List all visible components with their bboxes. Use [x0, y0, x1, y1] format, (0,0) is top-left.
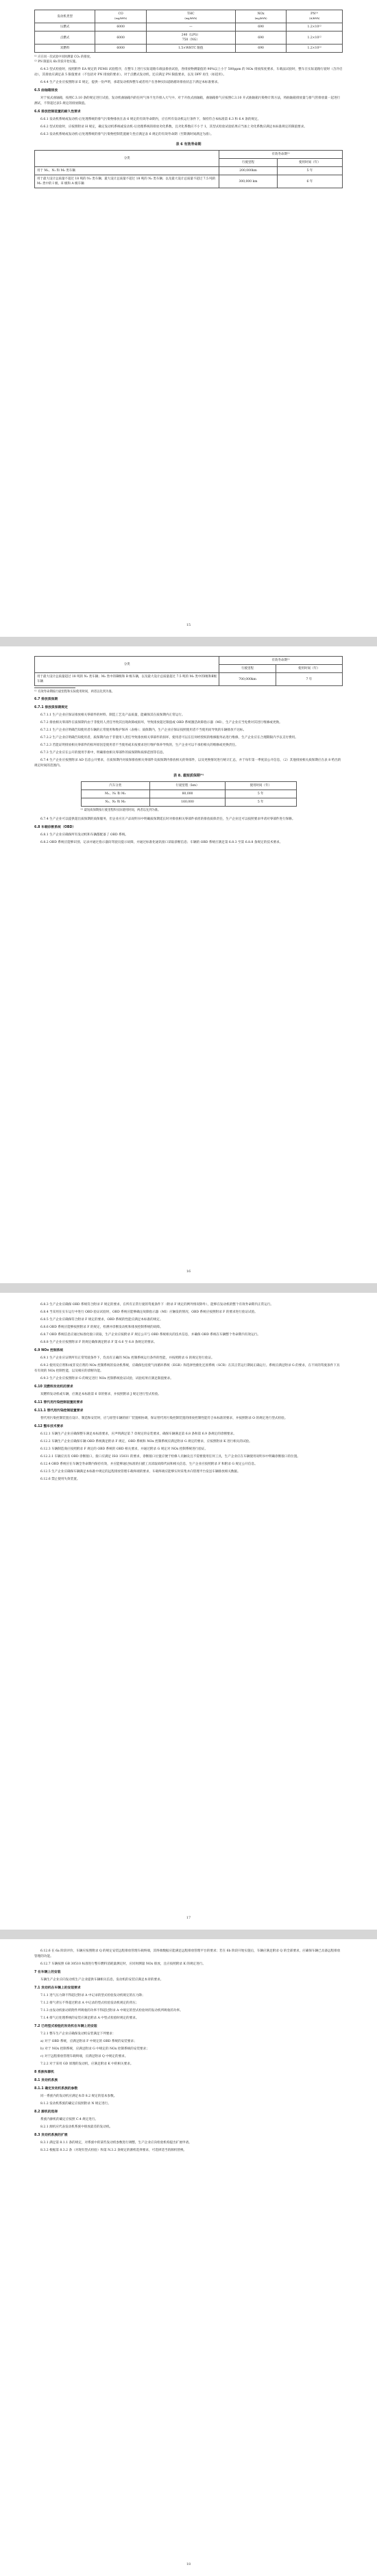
- section-heading: 7 在车辆上的安装: [34, 1971, 61, 1974]
- paragraph: 6.12.7 车辆按照 GB 30510 标准进行整车燃料消耗量测定时，应同时测量 NOx 排放，且应按照附录 K 的规定进行。: [40, 1962, 206, 1966]
- paragraph: a) 对于 OBD 系统，应满足附录 F 中规定的 OBD 系统的安装要求；: [40, 2040, 137, 2043]
- paragraph: 6.12.4 OBD 系统应在车辆全寿命期内保持有效，并应能够通过标准的扫描工具读取故障代码和相关信息，生产企业应按照附录 F 和附录 G 规定公开信息。: [40, 1463, 258, 1466]
- section-heading: 6.8 车载诊断系统（OBD）: [34, 826, 76, 829]
- paragraph: 6.8.2 OBD 系统应能够识别、记录并通过指示器向驾驶员提示故障，并通过标准化通讯接口读取诊断信息；车辆的 OBD 系统应满足第 6.8.3 至第 6.8.8 条规定的技术要求。: [40, 841, 283, 844]
- table-header-category: 分类: [35, 151, 219, 167]
- table-header-cell: [35, 10, 95, 23]
- paragraph: 6.12.6 禁止使用失效装置。: [40, 1478, 80, 1481]
- paragraph: 7.1.2 排气背压不得超过附录 A 中记录的型式检验发动机规定的背压；: [40, 2002, 139, 2005]
- table-header-cell: [235, 10, 287, 23]
- table-row: [81, 790, 296, 798]
- paragraph: 6.7.4 生产企业可以提供超出质保期的质保服务，但企业应在产品说明书中明确质保期延长时对排放相关零部件承担的排放质保责任，生产企业还可以按照要求申请对零部件进行保修。: [40, 818, 295, 821]
- paragraph: 8.3.2 根据第 8.3.2 条（对现有型式检验）和第 N.3.2 条规定的源机选择要求，可选择适当的源机替换。: [40, 2149, 187, 2152]
- table-header-cell: [95, 10, 147, 23]
- table-cell: 压燃式: [35, 23, 95, 31]
- table-cell: 690: [235, 31, 287, 45]
- header-unit: (mg/kWh): [254, 17, 267, 20]
- section-heading: 6.5 曲轴箱排放: [34, 89, 58, 92]
- table-footnote: ⁽²⁾ PN 限值从 6b 阶段开始实施。: [34, 60, 79, 64]
- section-heading: 8 系族和源机: [34, 2071, 54, 2074]
- table-cell: 用于 M₁、N₁ 和 M₂ 类车辆: [35, 167, 219, 175]
- page-number: 15: [186, 623, 191, 627]
- table-row: [35, 175, 343, 188]
- header-unit: (mg/kWh): [114, 17, 127, 20]
- table-6-caption: 表 6 有效寿命期: [175, 142, 202, 147]
- paragraph: 6.6.2 型式检验时，应按照附录 H 规定，确定发动机系统或发动机-后处理系统的排放劣化系数，且劣化系数应不小于 1，其型式检验试验结果应当加上劣化系数应满足本标准规定的限值要求。: [40, 125, 307, 129]
- header-label: PN⁽³⁾: [311, 12, 319, 16]
- table-header-years: 使用时间（年）: [277, 159, 342, 167]
- table-cell: N₂、N₃ 和 M₃: [81, 798, 150, 807]
- paragraph: 6.12.5 生产企业应确保车辆满足本标准中规定的远程排放管理车载终端的要求，车载终端应能够实时采集并向管理平台发送车辆排放相关数据。: [40, 1470, 241, 1474]
- paragraph: 6.12.6 在 6a 阶段评价，车辆应按照附录 Q 的规定安装远程排放管理车载终端，其终端数据应能满足远程排放管理平台的要求；若在 6b 阶段开始实施后，车辆应满足附录 Q 的全部要求，应确保车辆已具备远程排放管理的功能。: [34, 1949, 341, 1958]
- paragraph: 系族内源机的确定应按照 C.4 规定进行。: [40, 2118, 99, 2121]
- table-header-group: 有效寿命期⁽¹⁾: [219, 657, 343, 665]
- paragraph: 7.2.1 整车生产企业应确保发动机安装满足下列要求：: [40, 2032, 116, 2036]
- paragraph: 6.6.3 发动机系统或发动机-后处理系统的排气污染物控制装置耐久性应满足表 6 规定的有效寿命期（至期满时间满足为准）。: [40, 133, 214, 136]
- table-cell: 6000: [95, 23, 147, 31]
- table-cell: 双燃料: [35, 45, 95, 53]
- table-header-cell: 汽车分类: [81, 782, 150, 790]
- header-label: 发动机类型: [57, 14, 73, 18]
- section-heading: 8.1 发动机系族: [34, 2079, 58, 2082]
- paragraph: 6.9.1 生产企业应证明所有正常驾驶条件下，均具有正确的 NOx 控制系统运行条件的性能，并按照附录 G 的规定进行验证。: [40, 1356, 215, 1360]
- table-cell: 240（LPG） 750（NG）: [146, 31, 235, 45]
- paragraph: 6.9.3 生产企业应按照附录 G 的规定进行 NOx 控制系统验证试验，试验结果应满足限值要求。: [40, 1377, 173, 1380]
- table-row: [35, 673, 343, 686]
- paragraph: 6.12.3 车辆制造商应按照附录 F 规定的 OBD 系统的 OBD 相关要求，并通过附录 G 规定对 NOx 控制系统进行验证。: [40, 1448, 208, 1451]
- paragraph: 6.8.7 OBD 系统信息应通过标准化接口读取，生产企业应按附录 F 规定公开与 OBD 系统相关的技术信息，并确保 OBD 系统在车辆整个寿命期内有效运行。: [40, 1333, 260, 1337]
- paragraph: 7.1.4 排气后处理系统的安装应满足附录 A 中型式检验时规定的要求。: [40, 2017, 139, 2020]
- paragraph: 6.7.1.1 生产企业应保证排放相关零部件的材料、制造工艺及产品质量，能确保其在质保期内正常运行。: [40, 714, 185, 717]
- table-header-row: [81, 782, 296, 790]
- paragraph: 7.1.1 进气压力降不得超过附录 A 中记录的型式检验发动机规定的压力降；: [40, 1994, 145, 1997]
- paragraph: 6.4.3 型式检验时，按照附件 EA 规定的 PEMS 试验程序，在整车上进行实际道路车载法排放试验，各排放物测量值的 90%以上小于 500ppm 的 NOx 排放浓度要求，车载法试验时，整车在实际道路行驶时（含冷启动），其排放应满足表 5 限值要求（不包括对 PN 排放的要求）。对于点燃式发动机，还应满足 PN 限值要求，以及 DPF 再生（如适用）。: [34, 68, 343, 77]
- paragraph: 6.7.2.3 若能证明排放相关零部件的损坏原因是使用者不当使用或未按要求进行维护保养导致的，生产企业可以不承担相关的维修或更换责任。: [40, 744, 239, 747]
- table-cell: 690: [235, 23, 287, 31]
- paragraph: 7.1.3 由发动机驱动的附件所吸收的功率不得超过附录 A 中规定的型式检验时的发动机所吸收的功率。: [40, 2009, 183, 2012]
- paragraph: 6.6.1 发动机系统或发动机-后处理系统的排气污染物排放在表 6 规定的有效寿命期内，应在所有发动机运行条件下，保持符合本标准第 6.3 和 6.4 条的规定。: [40, 118, 261, 121]
- paragraph: 替代用污染控制装置在设计、制造和安装时，应与原型车辆的原厂装置相协调，保证替代用污染控制装置的排放控制性能符合本标准的要求，并按照附录 O 的规定进行型式检验。: [40, 1417, 288, 1420]
- paragraph: 6.7.2 排放相关零部件在质保期内由于非使用人责任导致其出现故障或损坏，导致排放超过限值或 OBD 系统激活故障指示器（MI），生产企业应当免费对其进行维修或更换。: [40, 721, 282, 724]
- table-header-group: 有效寿命期⁽¹⁾: [219, 151, 343, 159]
- table-footnote: ⁽¹⁾ 应在同一次试验中同时测量 CO₂ 的排放。: [34, 55, 93, 59]
- paragraph: 6.8.5 生产企业应确保符合附录 F 规定的要求，OBD 系统的性能应满足本标准的规定。: [40, 1318, 163, 1322]
- table-cell: 6000: [95, 31, 147, 45]
- table-cell: 6 年: [277, 175, 342, 188]
- paragraph: 6.12.1 车辆生产企业应确保整车满足本标准要求，应声明满足第 7 章规定的安装要求，确保车辆满足第 6.8 条和第 6.9 条规定的诊断要求。: [40, 1432, 236, 1436]
- table-cell: 1.5×WHTC 限值: [146, 45, 235, 53]
- table-cell: 1.2×10¹²: [287, 23, 343, 31]
- paragraph: 双燃料发动机或车辆，应满足本标准第 6 章的要求，并按照附录 J 规定进行型式检验。: [40, 1393, 161, 1396]
- header-unit: (#/kWh): [309, 17, 320, 20]
- paragraph: 6.4.4 生产企业应按照附录 E 规定，提供一份声明，承诺发动机和整车或者用户在各种实际道路循环排放状态下满足本标准要求。: [40, 81, 221, 84]
- table-6-continued: [34, 656, 343, 686]
- paragraph: 车辆生产企业应向发动机生产企业提供车辆相关信息，发动机的安装应满足本章的要求。: [40, 1978, 164, 1982]
- table-header-years: 使用时间（年）: [276, 665, 342, 673]
- table-cell: 6000: [95, 45, 147, 53]
- paragraph: 6.8.3 生产企业应确保 OBD 系统符合附录 F 规定的要求，在所有正常行驶的驾驶条件下（附录 F 规定的例外情况除外），能够在发动机的整个有效寿命期内正常运行。: [40, 1303, 274, 1306]
- table-row: [35, 23, 343, 31]
- table-header-mileage: 行驶里程: [219, 665, 276, 673]
- page-number: 18: [186, 2562, 191, 2566]
- paragraph: 6.7.2.1 生产企业应明确告知使用者车辆的正常使用和维护保养（表格）；质保期内，生产企业应保证按照使用者不当使用而导致的车辆排放不达标。: [40, 729, 247, 732]
- section-heading: 8.1.1 确定发动机系族的参数: [34, 2087, 78, 2091]
- section-heading: 7.1 发动机在车辆上的安装要求: [34, 1986, 81, 1990]
- header-unit: (mg/kWh): [184, 17, 197, 20]
- table-8-caption: 表 8. 最短质保期⁽¹⁾: [173, 774, 204, 778]
- table-cell: 1.2×10¹²: [287, 45, 343, 53]
- section-heading: 6.12 整车技术要求: [34, 1425, 64, 1428]
- table-header-cell: [287, 10, 343, 23]
- table-cell: 1.2×10¹²: [287, 31, 343, 45]
- table-footnote: ⁽¹⁾ 有效寿命期按行驶里程和实际使用时间，两者以先到为准。: [34, 690, 114, 694]
- paragraph: 6.7.2.2 生产企业应明确告知使用者，质保期内由于非使用人责任导致排放相关零部件的损坏，使用者可以在任何经授权的维修服务站进行维修，生产企业应在合理期限内予以支付费用。: [40, 736, 298, 740]
- section-heading: 6.10 双燃料发动机的要求: [34, 1385, 73, 1389]
- emission-limits-table: [34, 10, 343, 53]
- table-cell: 700,000km: [219, 673, 276, 686]
- table-cell: 用于最大设计总质量超过 18 吨的 N₃ 类车辆；M₃ 类中的Ⅲ级和 B 级车辆，以及最大设计总质量超过 7.5 吨的 M₃ 类中的Ⅰ级和Ⅱ级车辆: [35, 673, 219, 686]
- paragraph: 对于按式曲轴箱，按照C.3.10 条的规定进行试验，发动机曲轴箱内的任何气体不允许排入大气中。对于开放式曲轴箱，曲轴箱排气应按照C.3.10 开式曲轴箱污染物计算方法，将曲轴箱排放量与排气管排放量一起进行测试，不得超过表5 规定的排放限值。: [34, 97, 341, 105]
- document-page-2: [0, 646, 377, 1283]
- paragraph: 6.7.3 生产企业应在公开的使用手册中，明确排放相关零部件的质保期和质保范围等信息。: [40, 751, 167, 755]
- section-heading: 7.2 已经型式检验的发动机在车辆上的安装: [34, 2025, 97, 2028]
- table-cell: —: [146, 23, 235, 31]
- paragraph: 6.8.6 OBD 系统应能够按照附录 F 的规定，检测并诊断发动机和排放控制系统的故障。: [40, 1326, 163, 1329]
- table-header-category: 分类: [35, 657, 219, 673]
- header-label: THC: [187, 12, 195, 16]
- paragraph: 8.3.1 满足第 8.1.1 条的规定，对系族中的某些发动机参数进行调整，生产企业应向检验机构提出扩展申请。: [40, 2141, 192, 2145]
- section-heading: 6.6 排放控制装置的耐久性要求: [34, 110, 81, 114]
- table-8-warranty: [81, 781, 297, 807]
- table-row: [81, 798, 296, 807]
- table-footnote: ⁽¹⁾ 最短质保期按行驶里程和实际使用时间，两者以先到为准。: [80, 809, 161, 812]
- page-number: 16: [186, 1270, 191, 1274]
- section-heading: 6.11 替代用污染控制装置的要求: [34, 1401, 84, 1404]
- paragraph: 7.2.2 对于采用 GD 原理的发动机，应满足附录 K 中的相关要求。: [40, 2062, 134, 2066]
- section-heading: 8.2 源机的选择: [34, 2110, 58, 2114]
- table-cell: 300,000 km: [219, 175, 277, 188]
- table-header-mileage: 行驶里程: [219, 159, 277, 167]
- table-header-row: [35, 10, 343, 23]
- header-label: CO: [118, 12, 123, 16]
- paragraph: b) 对于 NOx 控制系统，应满足附录 G 中规定的 NOx 控制系统的安装要求；: [40, 2047, 149, 2051]
- section-heading: 8.3 发动机系族的扩展: [34, 2134, 68, 2137]
- section-heading: 6.9 NOx 控制系统: [34, 1349, 64, 1352]
- paragraph: c) 对于远程排放管理车载终端，应满足附录 Q 中规定的要求。: [40, 2055, 128, 2058]
- table-cell: 7 年: [276, 673, 342, 686]
- table-cell: 用于最大设计总质量不超过 18 吨的 N₂ 类车辆；最大设计总质量不超过 18 吨的 N₂ 类车辆；以及最大设计总质量不超过 7.5 吨的 M₃ 类中的 I 级、II 级和 A 级车辆: [35, 175, 219, 188]
- paragraph: 6.12.2.1 车辆应具有 OBD 诊断接口，接口应满足 ISO 15031 的要求，诊断接口位置应便于检修人员触及且不需要使用任何工具，生产企业应在车辆使用说明书中明确诊断接口的位置。: [40, 1455, 300, 1459]
- section-heading: 6.7 排放质保期: [34, 698, 58, 701]
- section-heading: 6.11.1 替代用污染控制装置要求: [34, 1409, 84, 1413]
- paragraph: 8.2.1 源机应代表发动机系族中排放最差的发动机。: [40, 2125, 113, 2129]
- page-number: 17: [186, 1916, 191, 1920]
- table-cell: 5 年: [226, 790, 296, 798]
- document-page-4: [0, 1939, 377, 2576]
- table-6-useful-life: [34, 150, 343, 188]
- table-row: [35, 45, 343, 53]
- footnote-rule: [34, 687, 75, 688]
- table-cell: 点燃式: [35, 31, 95, 45]
- table-cell: 5 年: [226, 798, 296, 807]
- paragraph: 8.1.2 发动机系族的确定应按照附录 N 规定进行。: [40, 2102, 111, 2106]
- table-cell: 160,000: [150, 798, 226, 807]
- paragraph: 6.8.1 生产企业应确保所有发动机和车辆都配备了 OBD 系统。: [40, 833, 128, 837]
- table-cell: 80,000: [150, 790, 226, 798]
- table-row: [35, 167, 343, 175]
- paragraph: 6.9.2 使用反应剂和/或非反应剂的 NOx 控制系统的发动机系统，应确保包括废气再循环系统（EGR）和选择性催化还原系统（SCR）在其正常运行期间正确运行。系统应满足附录 G 的要求，在不同的驾驶条件下具有有效的 NOx 控制性能，以及相应的诊断功能。: [34, 1364, 340, 1373]
- paragraph: 6.12.2 车辆生产企业应确保车辆 OBD 系统满足附录 F 规定，OBD 系统和 NOx 控制系统应满足附录 G 规定的要求，应按照附录 K 进行相关的试验。: [40, 1440, 252, 1443]
- table-cell: M₁、N₁ 和 M₂: [81, 790, 150, 798]
- table-header-cell: [146, 10, 235, 23]
- table-cell: 200,000km: [219, 167, 277, 175]
- paragraph: 6.7.4 生产企业应按照附录 AD 信息公开要求，在质保期内对质保排放相关零部件及质保期内排放相关的零部件，以及更换情况进行统计汇总，并于每年第一季度前公开信息，（2）其他排放相关质保期应在表 8 给出的规定时间的范围内。: [34, 759, 341, 768]
- table-header-cell: 行驶里程（km）: [150, 782, 226, 790]
- table-cell: 5 年: [277, 167, 342, 175]
- table-cell: 690: [235, 45, 287, 53]
- document-page-3: [0, 1293, 377, 1930]
- paragraph: 6.8.8 生产企业应按照附录 F 的规定确保满足附录 F 第 6.6 至 6.8 条规定的要求。: [40, 1341, 157, 1344]
- paragraph: 同一系族内的发动机应满足本章 8.2 规定的基本参数。: [40, 2095, 117, 2098]
- paragraph: 6.8.4 当采用在实车运行中进行 OBD 验证试验时，OBD 系统应能够确定故障指示器（MI）应触发的情况，OBD 系统应按照附录 F 的要求进行验证试验。: [40, 1311, 258, 1314]
- table-header-cell: 使用时间（年）: [226, 782, 296, 790]
- table-row: [35, 31, 343, 45]
- document-page-1: [0, 0, 377, 637]
- section-heading: 6.7.1 排放质保期规定: [34, 706, 68, 709]
- header-label: NOx: [257, 12, 265, 16]
